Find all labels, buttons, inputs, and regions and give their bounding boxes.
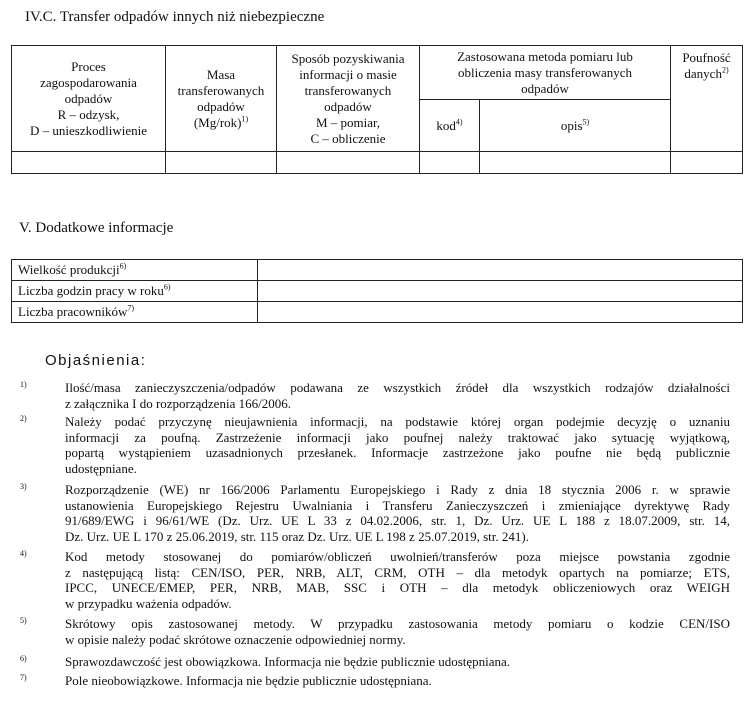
note-4: 4) Kod metody stosowanej do pomiarów/obliczeń uwolnień/transferów poza miejsce powstania zgodnie z następującą listą: CEN/ISO, PER, NRB, ALT, CRM, OTH – dla metodyk opartych na pomiarze; ETS, IPCC, UNECE/EMEP, PER, NRB, MAB, SSC i OTH – dla metodyk obliczeniowych oraz WEIGH w przypadku ważenia odpadów. xyxy=(20,549,730,611)
row-label-employees: Liczba pracowników$^{7)}$ xyxy=(12,302,258,323)
header-mass: Masa transferowanych odpadów $(Mg/rok)^{1)}$ xyxy=(166,46,277,152)
header-info-method: Sposób pozyskiwania informacji o masie transferowanych odpadów M – pomiar, C – obliczenie xyxy=(277,46,420,152)
row-label-hours: Liczba godzin pracy w roku$^{6)}$ xyxy=(12,281,258,302)
row-label-production: Wielkość produkcji$^{6)}$ xyxy=(12,260,258,281)
note-3: 3) Rozporządzenie (WE) nr 166/2006 Parlamentu Europejskiego i Rady z dnia 18 stycznia 2006 r. w sprawie ustanowienia Europejskiego Rejestru Uwalniania i Transferu Zanieczyszczeń i zmieniające dyrektywę Rady 91/689/EWG i 96/61/WE (Dz. Urz. UE L 33 z 04.02.2006, str. 1, Dz. Urz. UE L 188 z 18.07.2009, str. 14, Dz. Urz. UE L 170 z 25.06.2019, str. 115 oraz Dz. Urz. UE L 198 z 25.07.2019, str. 241). xyxy=(20,482,730,544)
note-1: 1) Ilość/masa zanieczyszczenia/odpadów podawana ze wszystkich źródeł dla wszystkich rodzajów działalności z załącznika I do rozporządzenia 166/2006. xyxy=(20,380,730,411)
header-kod: kod$^{4)}$ xyxy=(420,100,480,152)
cell-mass[interactable] xyxy=(166,152,277,174)
header-process: Proces zagospodarowania odpadów R – odzysk, D – unieszkodliwienie xyxy=(12,46,166,152)
note-6: 6) Sprawozdawczość jest obowiązkowa. Informacja nie będzie publicznie udostępniana. xyxy=(20,654,511,669)
note-2: 2) Należy podać przyczynę nieujawnienia informacji, na podstawie której organ podejmie decyzję o uznaniu informacji za poufną. Zastrzeżenie informacji jako poufnej należy traktować jako sytuację wyjątkową, popartą wystąpieniem uzasadnionych przesłanek. Informacje zastrzeżone jako poufne nie będą publicznie udostępniane. xyxy=(20,414,730,476)
cell-info-method[interactable] xyxy=(277,152,420,174)
section-v-title: V. Dodatkowe informacje xyxy=(19,220,174,236)
note-5: 5) Skrótowy opis zastosowanej metody. W przypadku zastosowania metody pomiaru o kodzie CEN/ISO w opisie należy podać skrótowe oznaczenie odpowiedniej normy. xyxy=(20,616,730,647)
section-iv-c-title: IV.C. Transfer odpadów innych niż niebezpieczne xyxy=(25,9,325,25)
header-confidentiality: Poufność danych$^{2)}$ xyxy=(671,46,743,152)
header-applied-method: Zastosowana metoda pomiaru lub obliczenia masy transferowanych odpadów xyxy=(420,46,671,100)
cell-process[interactable] xyxy=(12,152,166,174)
header-opis: opis$^{5)}$ xyxy=(480,100,671,152)
row-value-hours[interactable] xyxy=(258,281,743,302)
row-value-employees[interactable] xyxy=(258,302,743,323)
notes-title: Objaśnienia: xyxy=(45,352,147,369)
waste-transfer-table xyxy=(11,45,743,174)
additional-info-table xyxy=(11,259,743,323)
note-7: 7) Pole nieobowiązkowe. Informacja nie będzie publicznie udostępniana. xyxy=(20,673,432,688)
cell-opis[interactable] xyxy=(480,152,671,174)
cell-confidentiality[interactable] xyxy=(671,152,743,174)
cell-kod[interactable] xyxy=(420,152,480,174)
row-value-production[interactable] xyxy=(258,260,743,281)
